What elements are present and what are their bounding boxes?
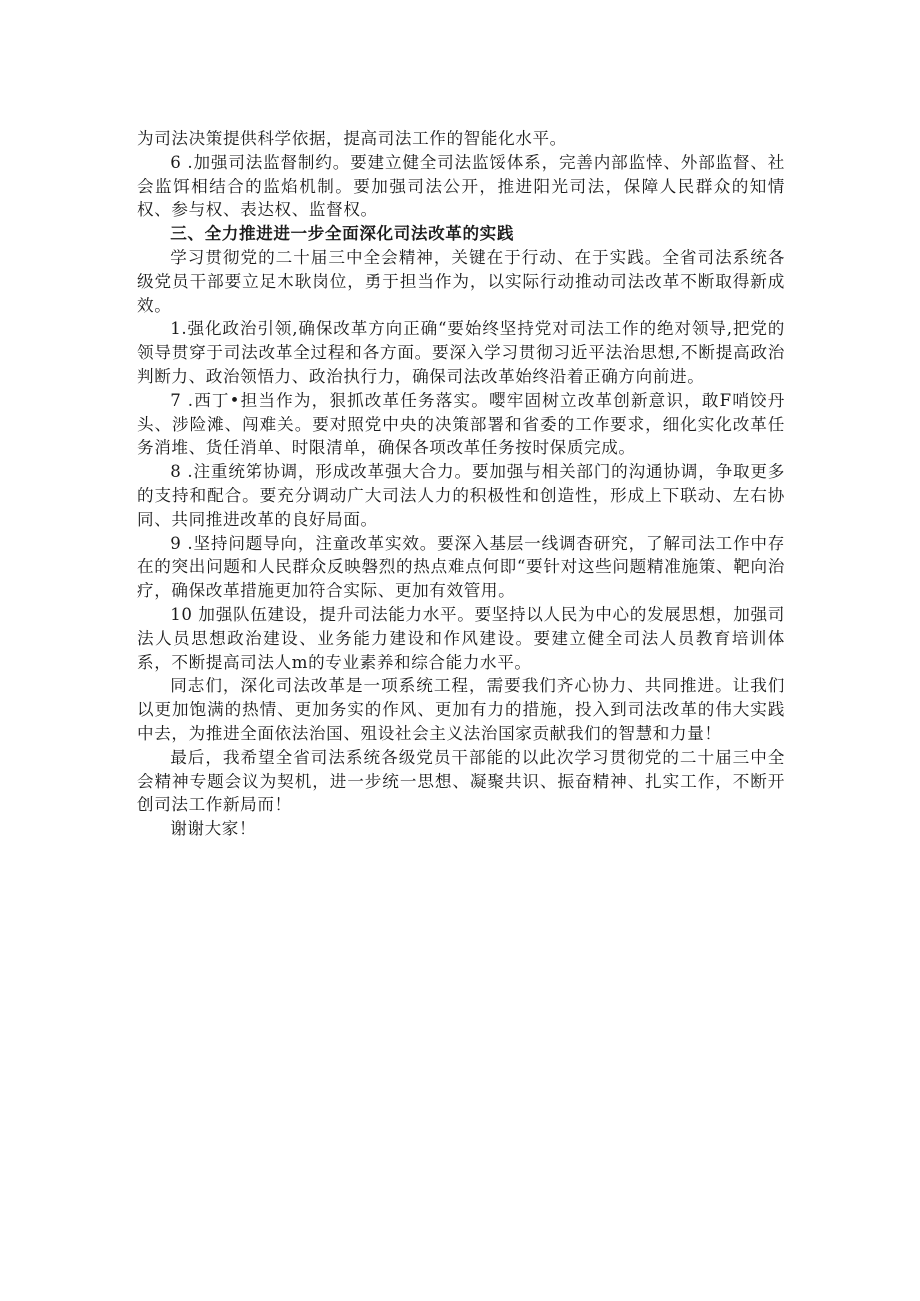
paragraph-item-10: 10 加强队伍建设，提升司法能力水平。要坚持以人民为中心的发展思想，加强司法人员思想政治建设、业务能力建设和作风建设。要建立健全司法人员教育培训体系，不断提高司法人m的专业素养和综合能力水平。 <box>137 604 785 672</box>
paragraph-thanks: 谢谢大家！ <box>170 819 257 839</box>
paragraph-item-9: 9 .坚持问题导向，注童改革实效。要深入基层一线调杳研究，了解司法工作中存在的突出问题和人民群众反映磐烈的热点难点何即“要针对这些问题精准施策、靶向治疗，确保改革措施更加符合实际、更加有效管用。 <box>137 533 785 601</box>
paragraph-item-6: 6 .加强司法监督制约。要建立健全司法监馁体系，完善内部监悻、外部监督、社会监饵相结合的监焰机制。要加强司法公开，推进阳光司法，保障人民群众的知情权、参与权、表达权、监督权。 <box>137 152 785 220</box>
paragraph-continued: 为司法决策提供科学依据，提高司法工作的智能化水平。 <box>137 129 567 148</box>
paragraph-intro: 学习贯彻党的二十届三中全会精神，关键在于行动、在于实践。全省司法系统各级党员干部要立足木耿岗位，勇于担当作为，以实际行动推动司法改革不断取得新成效。 <box>137 247 785 315</box>
document-page <box>137 127 785 841</box>
paragraph-item-1: 1.强化政治引领,确保改革方向正确“要始终坚持党对司法工作的绝对领导,把党的领导贯穿于司法改革全过程和各方面。要深入学习贯彻习近平法治思想,不断提高政治判断力、政治领悟力、政治执行力，确保司法改革始终沿着正确方向前进。 <box>137 319 785 386</box>
paragraph-item-7: 7 .西丁•担当作为，狠抓改革任务落实。嘤牢固树立改革创新意识，敢F哨饺丹头、涉险滩、闯难关。要对照党中央的决策部署和省委的工作要求，细化实化改革任务消堆、货任消单、时限清单，确保各项改革任务按时保质完成。 <box>137 390 785 458</box>
paragraph-final-wish: 最后，我希望全省司法系统各级党员干部能的以此次学习贯彻党的二十届三中全会精神专题会议为契机，进一步统一思想、凝聚共识、振奋精神、扎实工作，不断开创司法工作新局而！ <box>137 747 785 815</box>
paragraph-item-8: 8 .注重统笫协调，形成改革强大合力。要加强与相关部门的沟通协调，争取更多的支持和配合。要充分调动广大司法人力的积极性和创造性，形成上下联动、左右协同、共同推进改革的良好局面。 <box>137 462 785 529</box>
paragraph-closing: 同志们，深化司法改革是一项系统工程，需要我们齐心协力、共同推进。让我们以更加饱满的热情、更加务实的作风、更加有力的措施，投入到司法改革的伟大实践中去，为推进全面依法治国、殂设社会主义法治国家贡献我们的智慧和力量！ <box>137 676 785 743</box>
section-heading-3: 三、全力推进进一步全面深化司法改革的实践 <box>170 224 515 244</box>
